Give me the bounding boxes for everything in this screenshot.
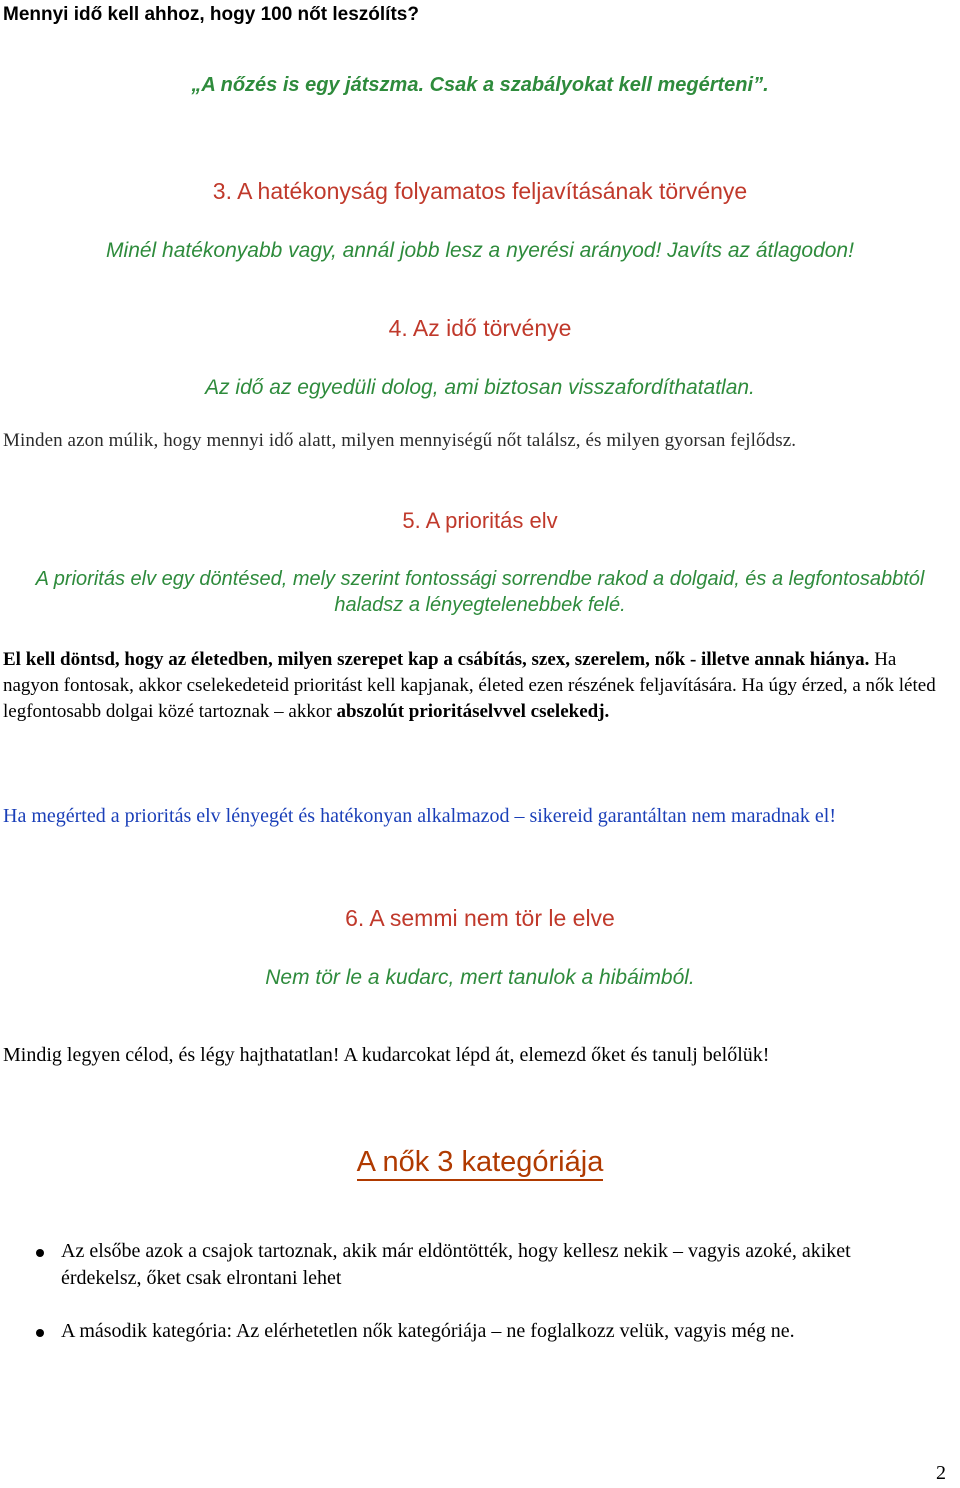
section-5-bold-text-1: El kell döntsd, hogy az életedben, milyen szerepet kap a csábítás, szex, szerelem, nők - illetve annak hiánya. — [3, 649, 870, 670]
section-5-heading: 5. A prioritás elv — [402, 508, 558, 533]
section-6-subtitle: Nem tör le a kudarc, mert tanulok a hibáimból. — [265, 966, 695, 989]
document-title: Mennyi idő kell ahhoz, hogy 100 nőt leszólíts? — [3, 4, 419, 25]
categories-heading — [0, 1146, 960, 1179]
section-5-conclusion: Ha megérted a prioritás elv lényegét és hatékonyan alkalmazod – sikereid garantáltan nem maradnak el! — [3, 805, 836, 827]
section-4-paragraph: Minden azon múlik, hogy mennyi idő alatt, milyen mennyiségű nőt találsz, és milyen gyorsan fejlődsz. — [3, 430, 797, 451]
list-item-text: A második kategória: Az elérhetetlen nők kategóriája – ne foglalkozz velük, vagyis még ne. — [61, 1320, 795, 1342]
section-4-heading: 4. Az idő törvénye — [388, 315, 572, 341]
section-3-heading: 3. A hatékonyság folyamatos feljavításának törvénye — [212, 178, 748, 204]
quote: „A nőzés is egy játszma. Csak a szabályokat kell megérteni”. — [191, 74, 769, 96]
list-item-text: Az elsőbe azok a csajok tartoznak, akik már eldöntötték, hogy kellesz nekik – vagyis azoké, akiket érdekelsz, őket csak elrontani lehet — [61, 1240, 851, 1289]
page-number: 2 — [936, 1462, 946, 1484]
bullet-icon — [36, 1329, 44, 1337]
section-4-subtitle: Az idő az egyedüli dolog, ami biztosan visszafordíthatatlan. — [205, 376, 755, 399]
bullet-icon — [36, 1249, 44, 1257]
categories-heading-text: A nők 3 kategóriája — [357, 1146, 604, 1181]
list-item — [0, 1238, 936, 1292]
section-5-subtitle: A prioritás elv egy döntésed, mely szerint fontossági sorrendbe rakod a dolgaid, és a legfontosabbtól haladsz a lényegtelenebbek felé. — [35, 568, 925, 616]
section-5-text: Ha nagyon fontosak, akkor cselekedeteid prioritást kell kapjanak, életed ezen részének feljavítására. Ha úgy érzed, a nők léted legfontosabb dolgai közé tartoznak – akkor — [3, 649, 936, 722]
section-6-heading: 6. A semmi nem tör le elve — [345, 905, 615, 931]
section-3-subtitle: Minél hatékonyabb vagy, annál jobb lesz a nyerési arányod! Javíts az átlagodon! — [106, 239, 854, 262]
categories-list — [0, 1238, 960, 1371]
list-item — [0, 1318, 936, 1345]
section-6-paragraph: Mindig legyen célod, és légy hajthatatlan! A kudarcokat lépd át, elemezd őket és tanulj belőlük! — [3, 1044, 770, 1066]
section-5-bold-text-2: abszolút prioritáselvvel cselekedj. — [336, 701, 610, 722]
section-5-paragraph — [3, 647, 953, 725]
